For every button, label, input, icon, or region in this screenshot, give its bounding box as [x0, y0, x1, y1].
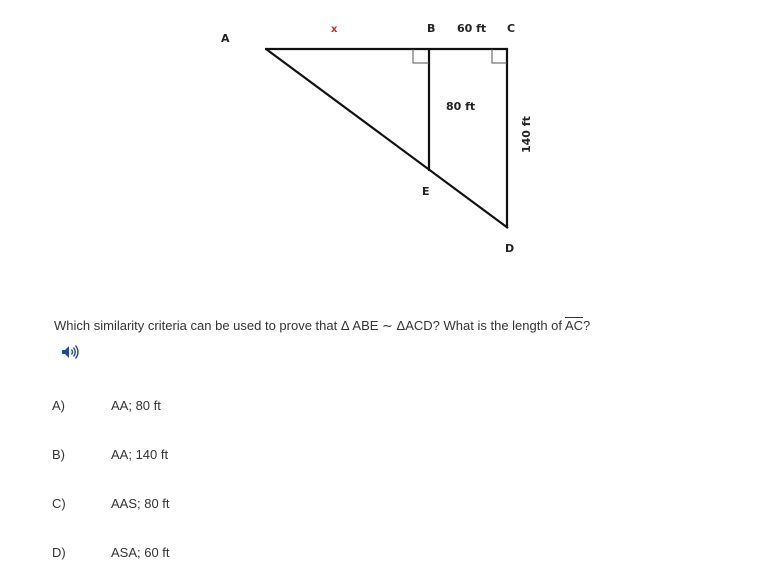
choice-letter: C) — [52, 496, 66, 511]
choice-letter: A) — [52, 398, 65, 413]
choice-text: ASA; 60 ft — [111, 545, 170, 560]
choice-text: AAS; 80 ft — [111, 496, 170, 511]
point-label-d: D — [505, 242, 515, 255]
question-text — [54, 318, 590, 334]
right-angle-marker-b — [413, 49, 429, 63]
point-label-b: B — [427, 22, 436, 35]
point-label-e: E — [422, 185, 430, 198]
question-segment: $\overline{AC}$ — [564, 318, 583, 333]
label-x: x — [331, 24, 338, 35]
answer-choice-c[interactable] — [52, 496, 452, 516]
label-bc-length: 60 ft — [457, 22, 487, 35]
choice-text: AA; 80 ft — [111, 398, 161, 413]
speaker-icon — [60, 342, 82, 362]
read-aloud-button[interactable] — [60, 342, 82, 362]
label-cd-length: 140 ft — [520, 116, 533, 153]
answer-choice-a[interactable] — [52, 398, 452, 418]
choice-text: AA; 140 ft — [111, 447, 169, 462]
answer-choice-d[interactable] — [52, 545, 452, 565]
question-suffix: ? — [583, 318, 591, 333]
choice-letter: D) — [52, 545, 66, 560]
segment-ad — [266, 49, 508, 228]
answer-choice-b[interactable] — [52, 447, 452, 467]
choice-letter: B) — [52, 447, 65, 462]
question-prefix: Which similarity criteria can be used to prove that Δ ABE ∼ ΔACD? What is the length of — [54, 318, 565, 333]
label-be-length: 80 ft — [446, 100, 476, 113]
point-label-c: C — [507, 22, 516, 35]
right-angle-marker-c — [492, 49, 507, 63]
point-label-a: A — [221, 32, 230, 45]
